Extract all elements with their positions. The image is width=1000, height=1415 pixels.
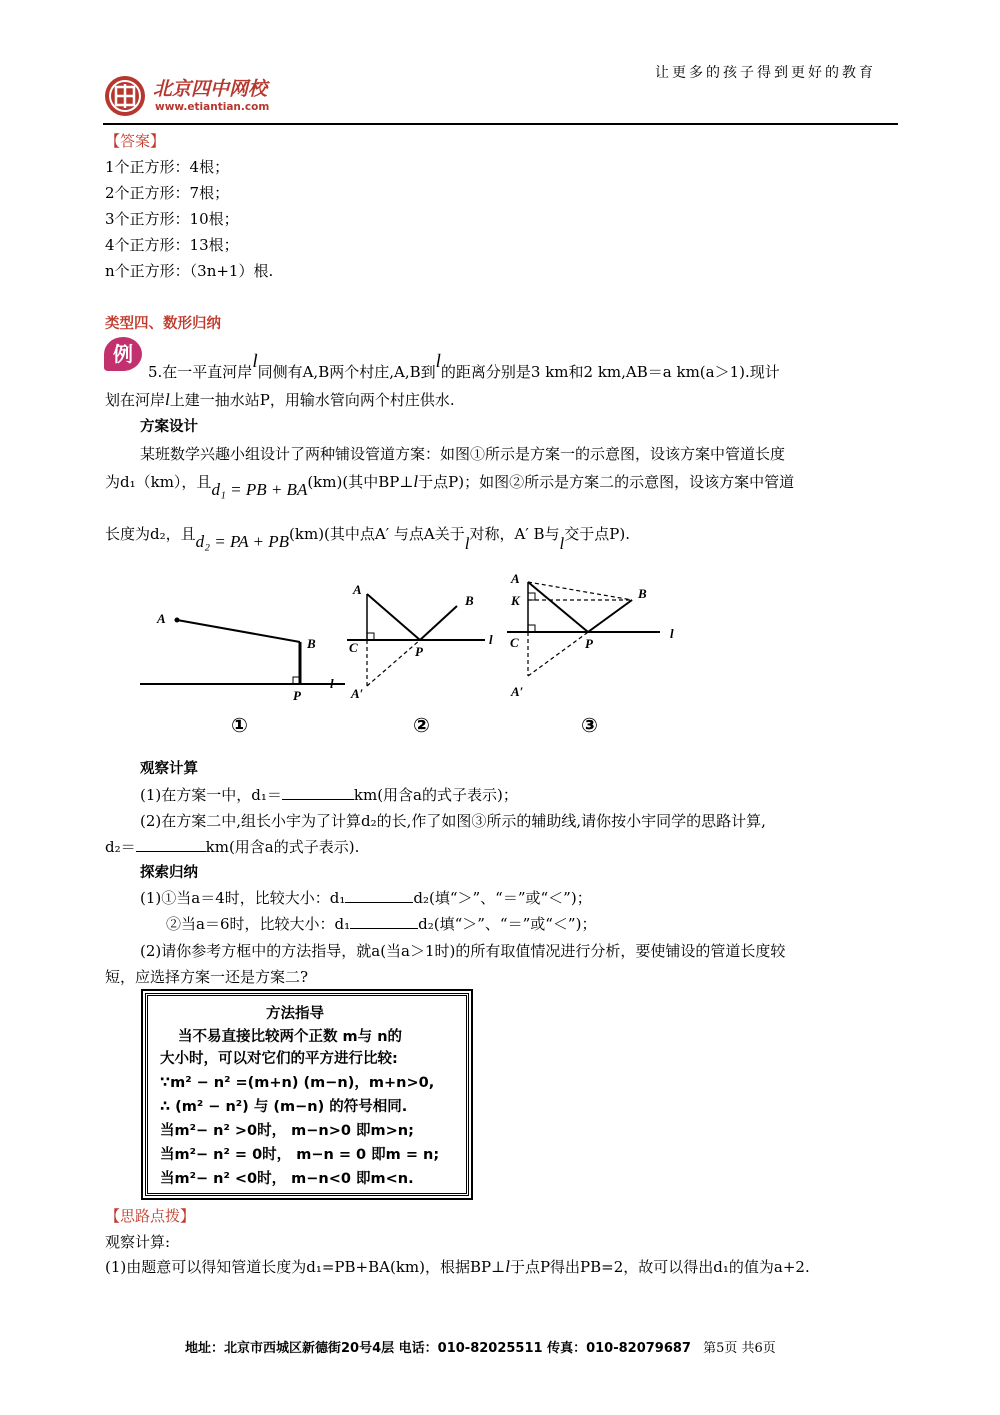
answer-line-5: n个正方形：（3n+1）根. [105, 262, 274, 280]
answer-line-3: 3个正方形：10根； [105, 210, 239, 228]
header-logo [103, 72, 293, 122]
figures-diagram [135, 572, 695, 752]
method-title: 方法指导 [266, 1006, 324, 1022]
figure-2 [347, 582, 493, 701]
example-badge-text: 例 [113, 342, 133, 366]
header-divider [103, 123, 898, 125]
fig2-label-A: A [353, 582, 362, 597]
figure-1 [140, 611, 345, 703]
fig3-label-K: K [511, 593, 520, 608]
fig1-label-P: P [293, 688, 301, 703]
method-guide-box [145, 993, 469, 1196]
problem-line-1: 5.在一平直河岸l同侧有A,B两个村庄,A,B到l的距离分别是3 km和2 km,AB＝a km(a＞1).现计 [148, 351, 780, 381]
fig3-label-P: P [585, 636, 593, 651]
method-line-5: 当m²− n² >0时， m−n>0 即m>n; [160, 1123, 414, 1139]
fig3-label-C: C [510, 635, 519, 650]
fig2-label-C: C [349, 640, 358, 655]
explore-question-1b: ②当a＝6时，比较大小：d₁ d₂(填“＞”、“＝”或“＜”)； [166, 915, 597, 933]
fig2-label-P: P [415, 644, 423, 659]
section-title: 类型四、数形归纳 [105, 316, 221, 332]
explore-question-2b: 短，应选择方案一还是方案二? [105, 968, 309, 986]
footer [185, 1337, 776, 1356]
method-line-1: 当不易直接比较两个正数 m与 n的 [178, 1029, 403, 1045]
observe-question-2: (2)在方案二中,组长小宇为了计算d₂的长,作了如图③所示的辅助线,请你按小宇同学的思路计算, [140, 812, 766, 830]
fig1-label-l: l [330, 676, 334, 691]
answer-blank[interactable] [136, 837, 206, 852]
fig2-label-l: l [489, 632, 493, 647]
header-slogan: 让更多的孩子得到更好的教育 [655, 65, 876, 81]
fig3-label-B: B [638, 586, 647, 601]
fig3-label-l: l [670, 626, 674, 641]
method-line-4: ∴ (m² − n²) 与 (m−n) 的符号相同. [160, 1099, 408, 1115]
answer-blank[interactable] [282, 785, 354, 800]
fig2-label-B: B [465, 593, 474, 608]
answer-blank[interactable] [350, 914, 418, 929]
method-line-6: 当m²− n² = 0时， m−n = 0 即m = n; [160, 1147, 440, 1163]
method-line-3: ∵m² − n² =(m+n) (m−n)，m+n>0, [160, 1075, 435, 1091]
fig1-label-A: A [157, 611, 166, 626]
answer-line-4: 4个正方形：13根； [105, 236, 239, 254]
answer-line-1: 1个正方形：4根； [105, 158, 230, 176]
explore-question-1a: (1)①当a＝4时，比较大小：d₁ d₂(填“＞”、“＝”或“＜”)； [140, 889, 592, 907]
answer-line-2: 2个正方形：7根； [105, 184, 230, 202]
plan-paragraph-1: 某班数学兴趣小组设计了两种铺设管道方案：如图①所示是方案一的示意图，设该方案中管道长度 [140, 445, 786, 463]
explore-question-2: (2)请你参考方框中的方法指导，就a(当a＞1时)的所有取值情况进行分析，要使铺设的管道长度较 [140, 942, 786, 960]
hint-line-1: 观察计算: [105, 1233, 171, 1251]
observe-heading: 观察计算 [140, 761, 198, 777]
plan-heading: 方案设计 [140, 419, 198, 435]
example-badge [104, 337, 142, 371]
footer-address: 地址：北京市西城区新德街20号4层 电话：010-82025511 传真：010-82079687 [185, 1341, 691, 1356]
plan-paragraph-3: 长度为d₂，且d₂ = PA + PB(km)(其中点A′ 与点A关于l对称，A′ B与l交于点P). [105, 525, 630, 553]
hint-line-2: (1)由题意可以得知管道长度为d₁=PB+BA(km)，根据BP⊥l于点P得出PB=2，故可以得出d₁的值为a+2. [105, 1257, 810, 1276]
figure-number-3: ③ [581, 713, 598, 737]
logo-text: 北京四中网校 [153, 78, 268, 100]
figure-number-1: ① [231, 713, 248, 737]
explore-heading: 探索归纳 [140, 865, 198, 881]
fig2-label-Aprime: A′ [351, 686, 364, 701]
answer-label: 【答案】 [105, 132, 166, 150]
problem-line-2: 划在河岸l上建一抽水站P，用输水管向两个村庄供水. [105, 390, 455, 409]
fig3-label-A: A [511, 572, 520, 586]
method-line-7: 当m²− n² <0时， m−n<0 即m<n. [160, 1171, 414, 1187]
fig1-label-B: B [307, 636, 316, 651]
figure-number-2: ② [413, 713, 430, 737]
hint-label: 【思路点拨】 [105, 1207, 196, 1225]
school-logo-icon [103, 74, 147, 118]
observe-question-1: (1)在方案一中，d₁＝ km(用含a的式子表示)； [140, 786, 518, 804]
footer-page: 第5页 共6页 [703, 1341, 776, 1356]
method-line-2: 大小时，可以对它们的平方进行比较: [160, 1051, 398, 1067]
fig3-label-Aprime: A′ [511, 684, 524, 699]
plan-paragraph-2: 为d₁（km），且d₁ = PB + BA(km)(其中BP⊥l于点P)；如图②所示是方案二的示意图，设该方案中管道 [105, 472, 795, 499]
answer-blank[interactable] [345, 888, 413, 903]
observe-question-2b: d₂＝ km(用含a的式子表示). [105, 838, 360, 856]
logo-url: www.etiantian.com [155, 101, 270, 113]
figure-3 [507, 572, 674, 699]
